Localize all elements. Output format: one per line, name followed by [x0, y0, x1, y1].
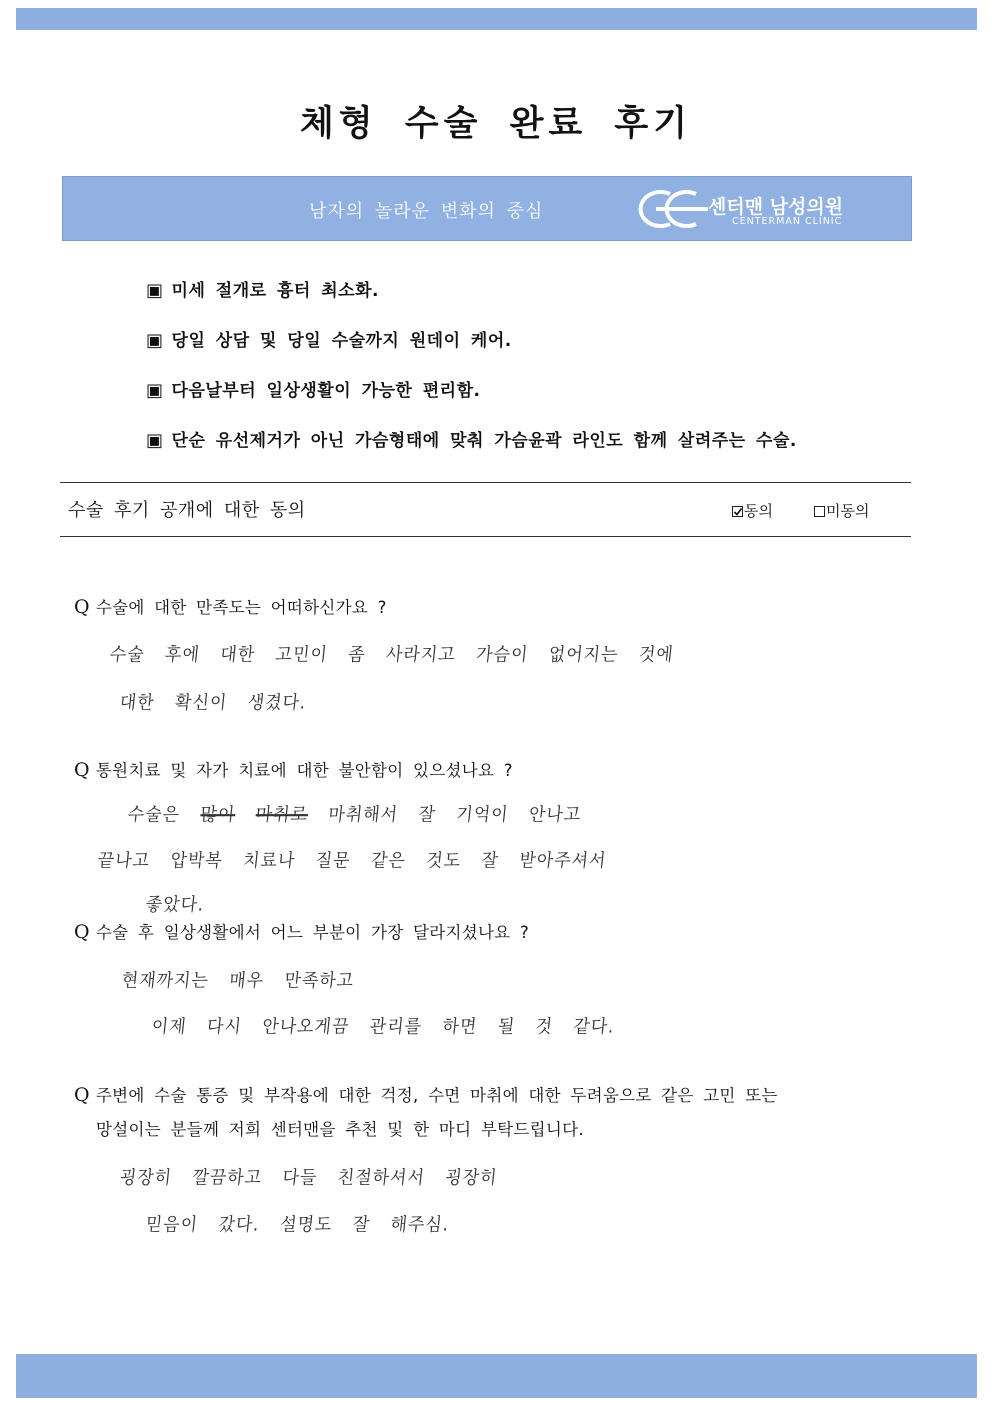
checkbox-empty-icon[interactable] [814, 506, 825, 517]
checkbox-checked-icon[interactable] [732, 506, 743, 517]
q-mark-icon: Q [74, 1084, 90, 1106]
answer-line: 좋았다. [144, 894, 206, 916]
square-bullet-icon: ▣ [146, 280, 164, 301]
clinic-logo [626, 188, 891, 230]
feature-item: ▣ 다음날부터 일상생활이 가능한 편리함. [146, 380, 481, 401]
consent-label: 수술 후기 공개에 대한 동의 [68, 500, 306, 521]
feature-item: ▣ 단순 유선제거가 아닌 가슴형태에 맞춰 가슴윤곽 라인도 함께 살려주는 수술. [146, 430, 797, 451]
logo-mark-icon [626, 188, 710, 230]
answer-line: 끝나고 압박복 치료나 질문 같은 것도 잘 받아주셔서 [96, 850, 608, 872]
answer-line: 수술은 많이 마취로 마취해서 잘 기억이 안나고 [126, 804, 583, 826]
feature-item: ▣ 미세 절개로 흉터 최소화. [146, 280, 379, 301]
page-title: 체형 수술 완료 후기 [299, 104, 693, 144]
square-bullet-icon: ▣ [146, 380, 164, 401]
top-decor-bar [16, 8, 977, 30]
question-4-continued: 망설이는 분들께 저희 센터맨을 추천 및 한 마디 부탁드립니다. [96, 1120, 584, 1139]
question-4: Q 주변에 수술 통증 및 부작용에 대한 걱정, 수면 마취에 대한 두려움으로 같은 고민 또는 [74, 1084, 778, 1106]
answer-line: 수술 후에 대한 고민이 좀 사라지고 가슴이 없어지는 것에 [108, 644, 675, 666]
banner-slogan: 남자의 놀라운 변화의 중심 [309, 201, 544, 222]
struck-text: 마취로 [254, 804, 310, 826]
square-bullet-icon: ▣ [146, 330, 164, 351]
logo-subtitle: CENTERMAN CLINIC [732, 216, 843, 227]
answer-line: 이제 다시 안나오게끔 관리를 하면 될 것 같다. [150, 1016, 616, 1038]
answer-line: 대한 확신이 생겼다. [118, 692, 308, 714]
divider [60, 482, 911, 483]
q-mark-icon: Q [74, 596, 90, 618]
square-bullet-icon: ▣ [146, 430, 164, 451]
question-1: Q 수술에 대한 만족도는 어떠하신가요 ? [74, 596, 387, 618]
bottom-decor-bar [16, 1354, 977, 1398]
consent-disagree-option[interactable]: 미동의 [814, 500, 869, 521]
consent-agree-option[interactable]: 동의 [732, 500, 773, 521]
feature-item: ▣ 당일 상담 및 당일 수술까지 원데이 케어. [146, 330, 512, 351]
clinic-banner [62, 176, 912, 241]
answer-line: 믿음이 갔다. 설명도 잘 해주심. [144, 1214, 451, 1236]
answer-line: 현재까지는 매우 만족하고 [120, 970, 356, 992]
question-3: Q 수술 후 일상생활에서 어느 부분이 가장 달라지셨나요 ? [74, 921, 530, 943]
q-mark-icon: Q [74, 921, 90, 943]
divider [60, 536, 911, 537]
answer-line: 굉장히 깔끔하고 다들 친절하셔서 굉장히 [118, 1167, 499, 1189]
logo-name: 센터맨 남성의원 [708, 196, 844, 218]
question-2: Q 통원치료 및 자가 치료에 대한 불안함이 있으셨나요 ? [74, 759, 513, 781]
q-mark-icon: Q [74, 759, 90, 781]
struck-text: 많이 [199, 804, 237, 826]
